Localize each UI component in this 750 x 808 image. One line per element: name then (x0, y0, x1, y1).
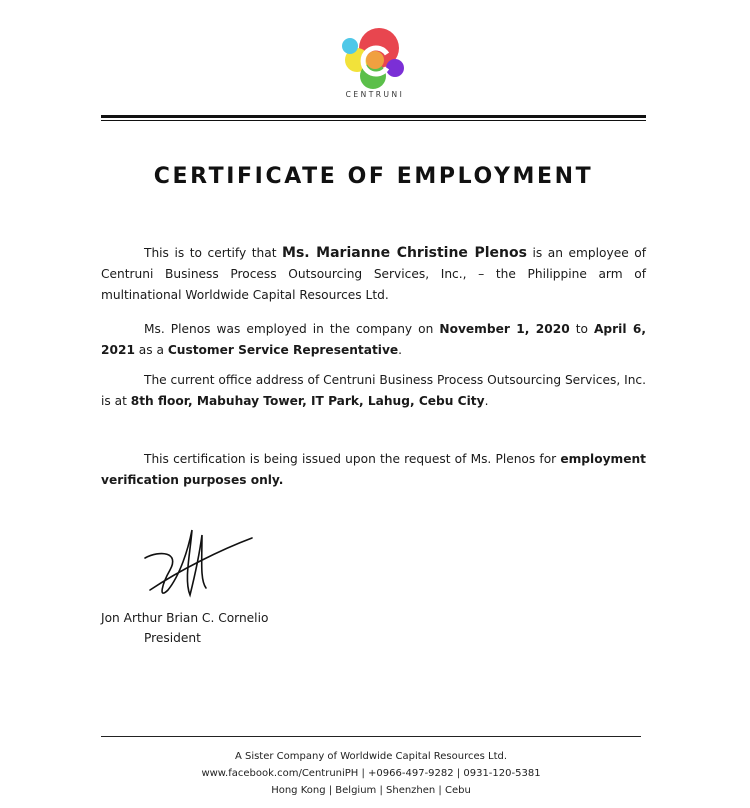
paragraph-employee (101, 243, 646, 306)
header-rule-thin (101, 120, 646, 121)
paragraph-address (101, 370, 646, 412)
footer-rule (101, 736, 641, 737)
footer-locations: Hong Kong | Belgium | Shenzhen | Cebu (271, 785, 471, 796)
paragraph-purpose (101, 449, 646, 491)
text: is an employee of Centruni Business Process Outsourcing Services, Inc., – the Philippine arm of multinational Worldwide Capital Resources Ltd. (101, 246, 646, 302)
text: . (484, 394, 489, 408)
end-date: April 6, 2021 (101, 322, 647, 357)
position: Customer Service Representative (167, 343, 399, 357)
signature (140, 520, 260, 610)
paragraph-employment-dates (101, 319, 646, 361)
purpose: employment verification purposes only. (101, 452, 646, 487)
text: This is to certify that (144, 246, 283, 260)
logo-text: CENTRUNI (345, 90, 405, 99)
document-title: CERTIFICATE OF EMPLOYMENT (153, 164, 594, 189)
footer-contacts: www.facebook.com/CentruniPH | +0966-497-9282 | 0931-120-5381 (201, 768, 541, 779)
text: to (569, 322, 594, 336)
text: The current office address of Centruni Business Process Outsourcing Services, Inc. is at (101, 373, 646, 408)
signatory-name: Jon Arthur Brian C. Cornelio (101, 611, 269, 625)
start-date: November 1, 2020 (439, 322, 570, 336)
footer-sister-company: A Sister Company of Worldwide Capital Resources Ltd. (234, 751, 508, 762)
header-rule (101, 115, 646, 118)
text: This certification is being issued upon the request of Ms. Plenos for (144, 452, 561, 466)
text: Ms. Plenos was employed in the company on (144, 322, 440, 336)
text: . (398, 343, 403, 357)
text: as a (134, 343, 168, 357)
employee-name: Ms. Marianne Christine Plenos (282, 245, 527, 261)
office-address: 8th floor, Mabuhay Tower, IT Park, Lahug, Cebu City (130, 394, 485, 408)
signatory-title: President (144, 631, 201, 645)
